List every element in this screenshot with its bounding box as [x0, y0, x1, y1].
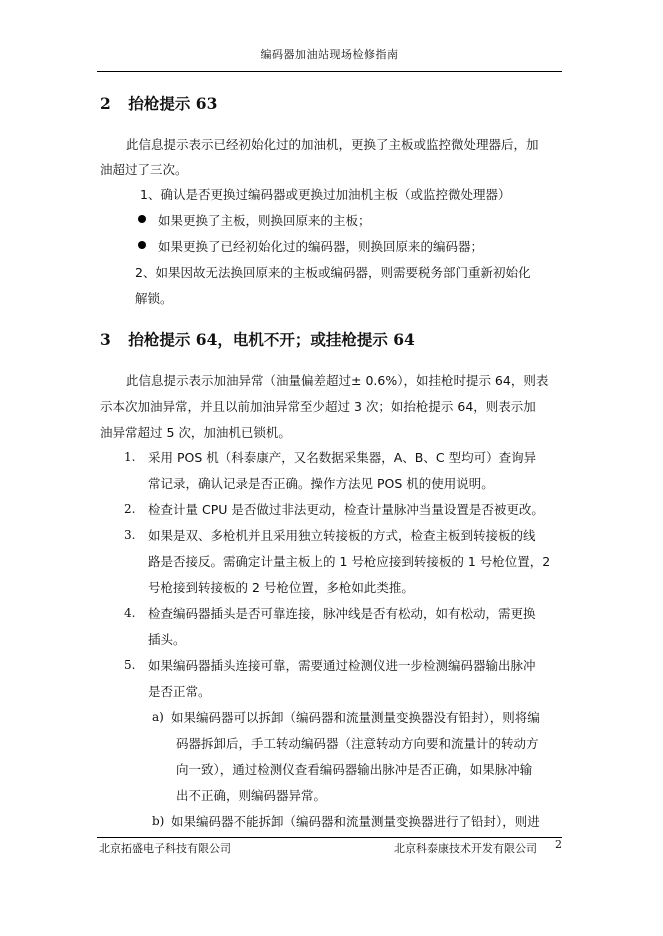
- list-number: 1.: [124, 450, 136, 464]
- footer-rule: [97, 837, 562, 838]
- list-item-line: 如果编码器插头连接可靠，需要通过检测仪进一步检测编码器输出脉冲: [148, 658, 536, 673]
- step-2-line: 2、如果因故无法换回原来的主板或编码器，则需要税务部门重新初始化: [135, 265, 531, 280]
- bullet-dot-icon: [138, 241, 146, 249]
- sublist-line: 如果编码器不能拆卸（编码器和流量测量变换器进行了铅封），则进: [171, 814, 540, 829]
- section-title: 抬枪提示 64，电机不开；或挂枪提示 64: [128, 330, 415, 349]
- paragraph-line: 此信息提示表示加油异常（油量偏差超过± 0.6%），如挂枪时提示 64，则表: [126, 373, 549, 388]
- section-2-heading: [100, 92, 217, 114]
- sublist-letter: b): [152, 814, 165, 828]
- bullet-item: 如果更换了已经初始化过的编码器，则换回原来的编码器；: [158, 239, 484, 254]
- sublist-letter: a): [152, 710, 164, 724]
- list-item-line: 路是否接反。需确定计量主板上的 1 号枪应接到转接板的 1 号枪位置，2: [148, 554, 551, 569]
- page-number: 2: [555, 838, 562, 851]
- section-number: 3: [100, 330, 111, 349]
- paragraph-line: 示本次加油异常，并且以前加油异常至少超过 3 次；如抬枪提示 64，则表示加: [100, 399, 536, 414]
- sublist-line: 码器拆卸后，手工转动编码器（注意转动方向要和流量计的转动方: [176, 736, 539, 751]
- section-title: 抬枪提示 63: [128, 94, 218, 113]
- list-number: 5.: [124, 658, 136, 672]
- header-rule: [97, 71, 562, 72]
- list-item-line: 号枪接到转接板的 2 号枪位置，多枪如此类推。: [148, 580, 414, 595]
- step-1: 1、确认是否更换过编码器或更换过加油机主板（或监控微处理器）: [140, 187, 511, 202]
- list-item-line: 常记录，确认记录是否正确。操作方法见 POS 机的使用说明。: [148, 476, 494, 491]
- step-2-line: 解锁。: [135, 291, 173, 306]
- list-number: 3.: [124, 528, 136, 542]
- list-item-line: 检查计量 CPU 是否做过非法更动，检查计量脉冲当量设置是否被更改。: [148, 502, 544, 517]
- list-item-line: 如果是双、多枪机并且采用独立转接板的方式，检查主板到转接板的线: [148, 528, 536, 543]
- sublist-line: 出不正确，则编码器异常。: [176, 788, 327, 803]
- section-3-heading: [100, 328, 415, 350]
- bullet-dot-icon: [138, 215, 146, 223]
- list-item-line: 插头。: [148, 632, 186, 647]
- footer-company-left: 北京拓盛电子科技有限公司: [99, 842, 231, 855]
- sublist-line: 向一致），通过检测仪查看编码器输出脉冲是否正确，如果脉冲输: [176, 762, 533, 777]
- list-item-line: 检查编码器插头是否可靠连接，脉冲线是否有松动，如有松动，需更换: [148, 606, 536, 621]
- list-item-line: 是否正常。: [148, 684, 211, 699]
- sublist-line: 如果编码器可以拆卸（编码器和流量测量变换器没有铅封），则将编: [171, 710, 540, 725]
- list-number: 4.: [124, 606, 136, 620]
- paragraph-line: 油超过了三次。: [100, 162, 188, 177]
- footer-company-right: 北京科泰康技术开发有限公司: [394, 842, 537, 855]
- list-item-line: 采用 POS 机（科泰康产，又名数据采集器，A、B、C 型均可）查询异: [148, 450, 537, 465]
- bullet-item: 如果更换了主板，则换回原来的主板；: [158, 213, 371, 228]
- section-number: 2: [100, 94, 111, 113]
- paragraph-line: 此信息提示表示已经初始化过的加油机，更换了主板或监控微处理器后，加: [126, 137, 539, 152]
- page-header: 编码器加油站现场检修指南: [260, 48, 399, 61]
- paragraph-line: 油异常超过 5 次，加油机已锁机。: [100, 425, 291, 440]
- list-number: 2.: [124, 502, 136, 516]
